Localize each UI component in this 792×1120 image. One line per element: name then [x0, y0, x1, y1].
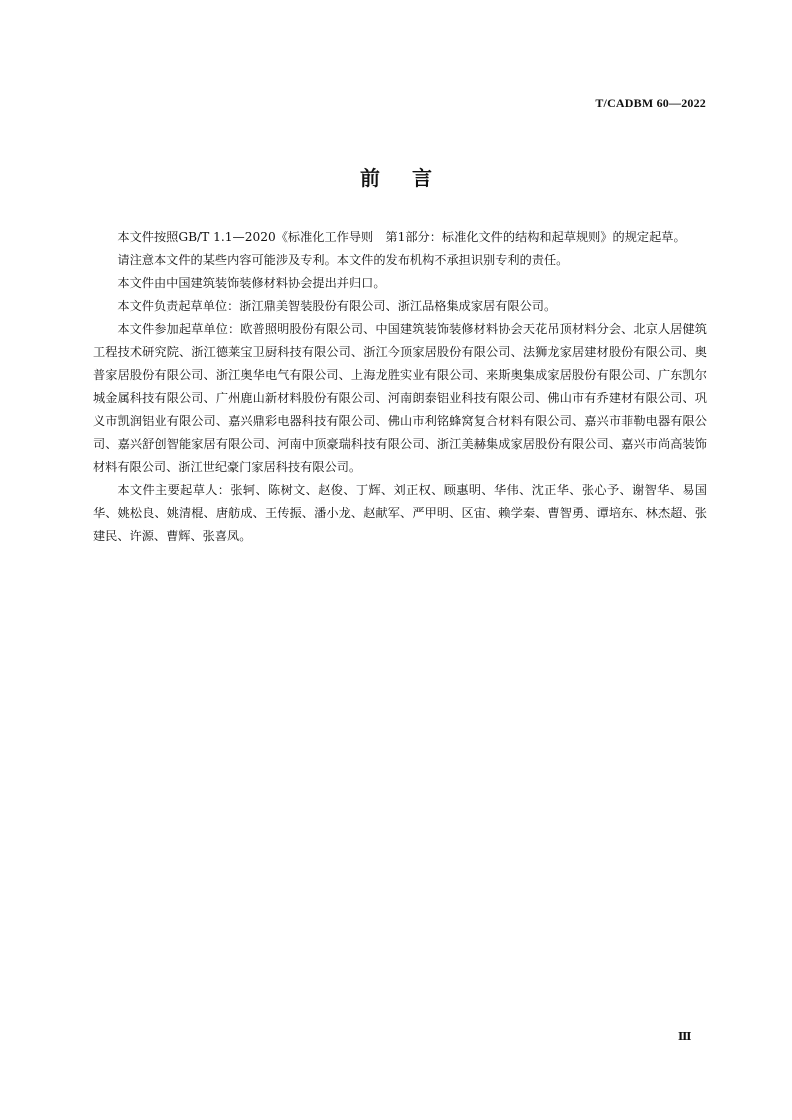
- paragraph-patent-notice: 请注意本文件的某些内容可能涉及专利。本文件的发布机构不承担识别专利的责任。: [117, 253, 569, 267]
- foreword-body: [93, 226, 707, 548]
- paragraph-main-drafters: 本文件主要起草人：张轲、陈树文、赵俊、丁辉、刘正权、顾惠明、华伟、沈正华、张心予、谢智华、易国华、姚松良、姚清棍、唐舫成、王传振、潘小龙、赵献军、严甲明、区宙、赖学秦、曹智勇、谭培东、林杰超、张建民、许源、曹辉、张喜凤。: [93, 483, 707, 543]
- paragraph-participating-drafters: 本文件参加起草单位：欧普照明股份有限公司、中国建筑装饰装修材料协会天花吊顶材料分会、北京人居健筑工程技术研究院、浙江德莱宝卫厨科技有限公司、浙江今顶家居股份有限公司、法狮龙家居建材股份有限公司、奥普家居股份有限公司、浙江奥华电气有限公司、上海龙胜实业有限公司、来斯奥集成家居股份有限公司、广东凯尔城金属科技有限公司、广州鹿山新材料股份有限公司、河南朗泰铝业科技有限公司、佛山市有乔建材有限公司、巩义市凯润铝业有限公司、嘉兴鼎彩电器科技有限公司、佛山市利铭蜂窝复合材料有限公司、嘉兴市菲勒电器有限公司、嘉兴舒创智能家居有限公司、河南中顶豪瑞科技有限公司、浙江美赫集成家居股份有限公司、嘉兴市尚高装饰材料有限公司、浙江世纪豪门家居科技有限公司。: [93, 322, 707, 474]
- page-number: Ⅲ: [678, 1031, 691, 1043]
- paragraph-drafting-rules: 本文件按照GB/T 1.1—2020《标准化工作导则 第1部分：标准化文件的结构和起草规则》的规定起草。: [117, 230, 686, 244]
- standard-code: T/CADBM 60—2022: [595, 96, 706, 110]
- paragraph-lead-drafters: 本文件负责起草单位：浙江鼎美智装股份有限公司、浙江品格集成家居有限公司。: [117, 299, 557, 313]
- paragraph-proposer: 本文件由中国建筑装饰装修材料协会提出并归口。: [117, 276, 386, 290]
- page-title: 前言: [360, 166, 464, 190]
